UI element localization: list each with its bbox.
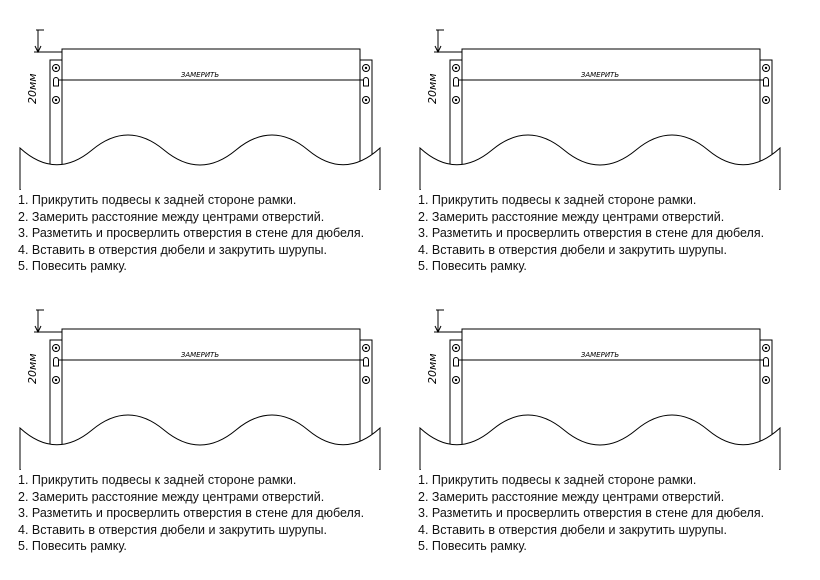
instruction-step: 3. Разметить и просверлить отверстия в стене для дюбеля.	[418, 226, 765, 240]
dimension-label: 20мм	[426, 353, 439, 384]
instruction-step: 1. Прикрутить подвесы к задней стороне рамки.	[18, 473, 297, 487]
instruction-step: 2. Замерить расстояние между центрами отверстий.	[418, 209, 725, 224]
frame-hanging-diagram	[400, 0, 800, 190]
instruction-step: 4. Вставить в отверстия дюбели и закрутить шурупы.	[418, 522, 727, 537]
instruction-panel-3	[0, 280, 400, 560]
instruction-step: 1. Прикрутить подвесы к задней стороне рамки.	[418, 473, 697, 487]
frame-hanging-diagram	[400, 280, 800, 470]
instruction-list	[418, 472, 764, 555]
dimension-label: 20мм	[26, 73, 39, 104]
instruction-step: 4. Вставить в отверстия дюбели и закрутить шурупы.	[418, 242, 727, 257]
dimension-label: 20мм	[26, 353, 39, 384]
instruction-panel-1	[0, 0, 400, 280]
instruction-list	[18, 472, 364, 555]
wave-cut-line	[20, 135, 380, 190]
instruction-step: 3. Разметить и просверлить отверстия в стене для дюбеля.	[418, 506, 765, 520]
instruction-step: 5. Повесить рамку.	[18, 259, 127, 273]
instruction-step: 1. Прикрутить подвесы к задней стороне рамки.	[18, 193, 297, 207]
measure-label: ЗАМЕРИТЬ	[180, 351, 220, 359]
instruction-step: 5. Повесить рамку.	[18, 539, 127, 553]
instruction-step: 4. Вставить в отверстия дюбели и закрутить шурупы.	[18, 242, 327, 257]
instruction-step: 5. Повесить рамку.	[418, 259, 527, 273]
instruction-list	[18, 192, 364, 275]
instruction-panel-2	[400, 0, 800, 280]
wave-cut-line	[420, 135, 780, 190]
frame-hanging-diagram	[0, 280, 400, 470]
instruction-step: 4. Вставить в отверстия дюбели и закрутить шурупы.	[18, 522, 327, 537]
measure-label: ЗАМЕРИТЬ	[580, 351, 620, 359]
instruction-step: 2. Замерить расстояние между центрами отверстий.	[18, 209, 325, 224]
instruction-panel-4	[400, 280, 800, 560]
instruction-step: 1. Прикрутить подвесы к задней стороне рамки.	[418, 193, 697, 207]
instruction-step: 2. Замерить расстояние между центрами отверстий.	[418, 489, 725, 504]
measure-label: ЗАМЕРИТЬ	[180, 71, 220, 79]
dimension-label: 20мм	[426, 73, 439, 104]
instruction-step: 3. Разметить и просверлить отверстия в стене для дюбеля.	[18, 226, 365, 240]
instruction-step: 3. Разметить и просверлить отверстия в стене для дюбеля.	[18, 506, 365, 520]
measure-label: ЗАМЕРИТЬ	[580, 71, 620, 79]
wave-cut-line	[420, 415, 780, 470]
instruction-list	[418, 192, 764, 275]
instruction-step: 2. Замерить расстояние между центрами отверстий.	[18, 489, 325, 504]
wave-cut-line	[20, 415, 380, 470]
instruction-step: 5. Повесить рамку.	[418, 539, 527, 553]
frame-hanging-diagram	[0, 0, 400, 190]
